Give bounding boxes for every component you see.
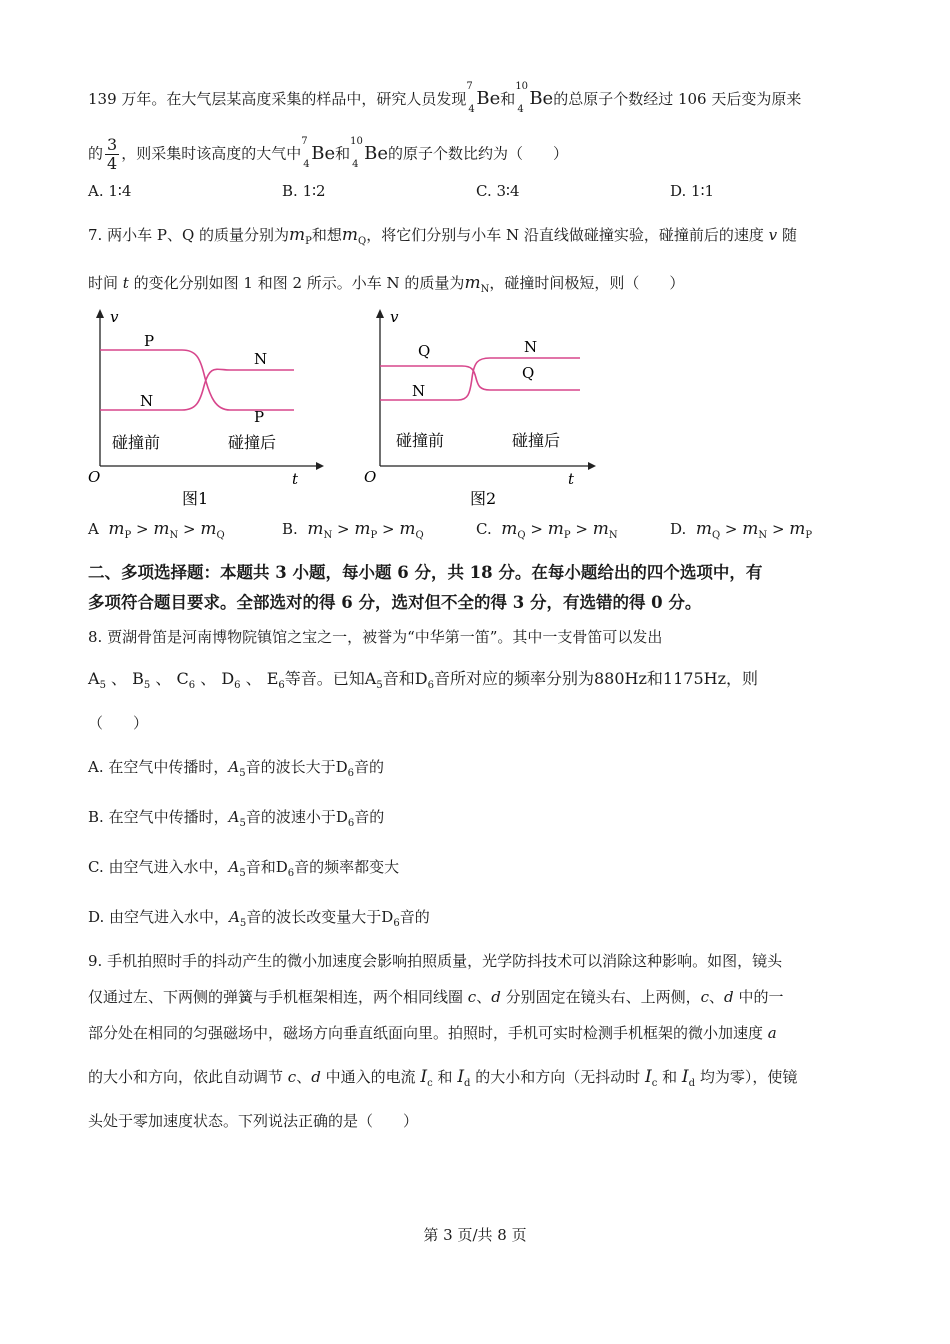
label-q-after: Q — [522, 364, 535, 382]
q6-option-a[interactable]: A. 1∶4 — [88, 182, 132, 200]
axis-label-v: v — [110, 308, 119, 326]
label-n-after: N — [524, 338, 538, 356]
q7-option-a[interactable]: A $m_P > m_N > m_Q$ — [88, 519, 225, 541]
label-n-after: N — [254, 350, 268, 368]
be10-isotope: 10 4 Be — [350, 135, 389, 170]
v-axis-arrow — [96, 309, 104, 318]
q6-line-1: 139 万年。在大气层某高度采集的样品中，研究人员发现 7 4 Be和 10 4 Be的总原子个数经过 106 天后变为原来 — [88, 81, 802, 115]
curve-n — [100, 369, 294, 410]
q6-option-b[interactable]: B. 1∶2 — [282, 182, 326, 200]
be7-isotope: 7 4 Be — [466, 81, 501, 115]
q7-option-d[interactable]: D. $m_Q > m_N > m_P$ — [670, 519, 813, 541]
section-2-heading-line-1: 二、多项选择题：本题共 3 小题，每小题 6 分，共 18 分。在每小题给出的四个选项中，有 — [88, 563, 763, 582]
q8-option-a[interactable]: A. 在空气中传播时，$A_5$音的波长大于$D_6$音的 — [88, 758, 385, 779]
t-axis-arrow — [588, 462, 596, 470]
be7-isotope: 7 4 Be — [301, 135, 336, 170]
q7-option-b[interactable]: B. $m_N > m_P > m_Q$ — [282, 519, 424, 541]
q7-option-c[interactable]: C. $m_Q > m_P > m_N$ — [476, 519, 618, 541]
label-after: 碰撞后 — [512, 431, 561, 450]
label-q-before: Q — [418, 342, 431, 360]
label-n-before: N — [140, 392, 154, 410]
q9-line-5: 头处于零加速度状态。下列说法正确的是（ ） — [88, 1112, 419, 1130]
q9-line-2: 仅通过左、下两侧的弹簧与手机框架相连，两个相同线圈 c、d 分别固定在镜头右、上两侧，c、d 中的一 — [88, 988, 784, 1006]
q7-line-2: 时间 t 的变化分别如图 1 和图 2 所示。小车 N 的质量为$m_N$，碰撞时间极短，则（ ） — [88, 273, 685, 295]
axis-label-t: t — [568, 470, 575, 488]
q8-line-2: $A_5$ 、 $B_5$ 、 $C_6$ 、 $D_6$ 、 $E_6$等音。已知$A_5$音和$D_6$音所对应的频率分别为880Hz和1175Hz，则 — [88, 669, 759, 691]
q7-line-1: 7. 两小车 P、Q 的质量分别为$m_P$和想$m_Q$，将它们分别与小车 N 沿直线做碰撞实验，碰撞前后的速度 v 随 — [88, 225, 797, 247]
label-before: 碰撞前 — [112, 433, 161, 452]
label-after: 碰撞后 — [228, 433, 277, 452]
q8-option-d[interactable]: D. 由空气进入水中，$A_5$音的波长改变量大于$D_6$音的 — [88, 908, 430, 929]
caption-fig1: 图1 — [182, 489, 209, 508]
be10-isotope: 10 4 Be — [515, 81, 554, 115]
caption-fig2: 图2 — [470, 489, 497, 508]
label-p-after: P — [254, 408, 265, 426]
q9-line-3: 部分处在相同的匀强磁场中，磁场方向垂直纸面向里。拍照时，手机可实时检测手机框架的微小加速度 a — [88, 1024, 777, 1042]
page-footer: 第 3 页/共 8 页 — [423, 1226, 527, 1244]
axis-label-t: t — [292, 470, 299, 488]
q9-line-1: 9. 手机拍照时手的抖动产生的微小加速度会影响拍照质量，光学防抖技术可以消除这种影响。如图，镜头 — [88, 952, 783, 970]
curve-q — [380, 366, 580, 390]
label-before: 碰撞前 — [396, 431, 445, 450]
q8-option-b[interactable]: B. 在空气中传播时，$A_5$音的波速小于$D_6$音的 — [88, 808, 385, 829]
section-2-heading-line-2: 多项符合题目要求。全部选对的得 6 分，选对但不全的得 3 分，有选错的得 0 分。 — [88, 593, 702, 612]
q8-line-1: 8. 贾湖骨笛是河南博物院镇馆之宝之一，被誉为“中华第一笛”。其中一支骨笛可以发出 — [88, 628, 663, 646]
curve-n — [380, 358, 580, 400]
q9-line-4: 的大小和方向，依此自动调节 c、d 中通入的电流 $I_c$ 和 $I_d$ 的大小和方向（无抖动时 $I_c$ 和 $I_d$ 均为零），使镜 — [88, 1067, 798, 1089]
figure-1-velocity-graph — [80, 306, 330, 512]
origin-label: O — [88, 468, 101, 486]
axis-label-v: v — [390, 308, 399, 326]
q6-option-c[interactable]: C. 3∶4 — [476, 182, 520, 200]
q8-line-3: （ ） — [88, 714, 149, 732]
origin-label: O — [364, 468, 377, 486]
t-axis-arrow — [316, 462, 324, 470]
label-p-before: P — [144, 332, 155, 350]
label-n-before: N — [412, 382, 426, 400]
figure-2-velocity-graph — [360, 306, 610, 512]
q6-line-2: 的 $\frac{3}{4}$ ，则采集时该高度的大气中 7 4 Be和 10 4 Be的原子个数比约为（ ） — [88, 135, 569, 173]
fraction-three-quarters: $\frac{3}{4}$ — [107, 135, 118, 173]
q6-option-d[interactable]: D. 1∶1 — [670, 182, 715, 200]
v-axis-arrow — [376, 309, 384, 318]
text: 139 万年。在大气层某高度采集的样品中，研究人员发现 — [88, 90, 467, 108]
q8-option-c[interactable]: C. 由空气进入水中，$A_5$音和$D_6$音的频率都变大 — [88, 858, 400, 879]
